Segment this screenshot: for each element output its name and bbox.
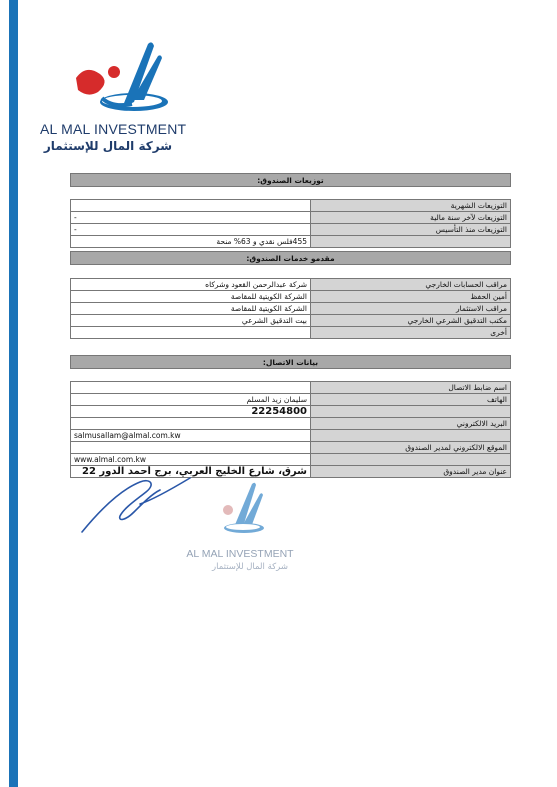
- contact-website-spacer: [71, 442, 311, 454]
- table-row: [71, 430, 511, 442]
- contact-email-spacer: [71, 418, 311, 430]
- distributions-inception-value: -: [71, 224, 311, 236]
- provider-investment-controller-label: مراقب الاستثمار: [311, 303, 511, 315]
- stamp-logo-icon: [210, 480, 270, 535]
- providers-table: [70, 278, 511, 339]
- distributions-header: توزيعات الصندوق:: [70, 173, 511, 187]
- distributions-since-label: [311, 236, 511, 248]
- contact-officer-label: اسم ضابط الاتصال: [311, 382, 511, 394]
- table-row: [71, 279, 511, 291]
- provider-auditor-value: شركة عبدالرحمن القعود وشركاه: [71, 279, 311, 291]
- contact-table: [70, 381, 511, 478]
- provider-other-label: أخرى: [311, 327, 511, 339]
- provider-custodian-value: الشركة الكويتية للمقاصة: [71, 291, 311, 303]
- provider-sharia-audit-value: بيت التدقيق الشرعي: [71, 315, 311, 327]
- providers-header: مقدمو خدمات الصندوق:: [70, 251, 511, 265]
- distributions-since-value: 455فلس نقدي و 63% منحة: [71, 236, 311, 248]
- contact-address-value: شرق، شارع الخليج العربي، برج أحمد الدور 22: [71, 466, 311, 478]
- contact-email-label: البريد الالكتروني: [311, 418, 511, 430]
- logo-name-en: AL MAL INVESTMENT: [40, 121, 187, 137]
- provider-custodian-label: أمين الحفظ: [311, 291, 511, 303]
- table-row: [71, 418, 511, 430]
- contact-phone-spacer: [311, 406, 511, 418]
- provider-auditor-label: مراقب الحسابات الخارجي: [311, 279, 511, 291]
- contact-website-label: الموقع الالكتروني لمدير الصندوق: [311, 442, 511, 454]
- logo-mark-icon: [62, 38, 172, 120]
- company-stamp: [180, 480, 300, 580]
- table-row: [71, 200, 511, 212]
- distributions-monthly-label: التوزيعات الشهرية: [311, 200, 511, 212]
- table-row: [71, 442, 511, 454]
- contact-officer-value: [71, 382, 311, 394]
- stamp-name-en: AL MAL INVESTMENT: [186, 548, 294, 560]
- table-row: [71, 291, 511, 303]
- provider-investment-controller-value: الشركة الكويتية للمقاصة: [71, 303, 311, 315]
- table-row: [71, 394, 511, 406]
- company-logo: [40, 38, 190, 158]
- logo-name-ar: شركة المال للإستثمار: [43, 139, 172, 153]
- contact-officer-name: سليمان زيد المسلم: [71, 394, 311, 406]
- distributions-monthly-value: [71, 200, 311, 212]
- table-row: [71, 315, 511, 327]
- table-row: [71, 454, 511, 466]
- provider-other-value: [71, 327, 311, 339]
- distributions-lastyear-label: التوزيعات لآخر سنة مالية: [311, 212, 511, 224]
- contact-email-label-cont: [311, 430, 511, 442]
- contact-header: بيانات الاتصال:: [70, 355, 511, 369]
- page-edge-bar: [9, 0, 18, 787]
- contact-website-label-cont: [311, 454, 511, 466]
- table-row: [71, 303, 511, 315]
- table-row: [71, 224, 511, 236]
- table-row: [71, 406, 511, 418]
- stamp-name-ar: شركة المال للإستثمار: [212, 562, 288, 572]
- contact-website-value[interactable]: www.almal.com.kw: [71, 454, 311, 466]
- distributions-inception-label: التوزيعات منذ التأسيس: [311, 224, 511, 236]
- contact-phone-value: 22254800: [71, 406, 311, 418]
- distributions-table: [70, 199, 511, 248]
- table-row: [71, 382, 511, 394]
- provider-sharia-audit-label: مكتب التدقيق الشرعي الخارجي: [311, 315, 511, 327]
- distributions-lastyear-value: -: [71, 212, 311, 224]
- table-row: [71, 236, 511, 248]
- contact-address-label: عنوان مدير الصندوق: [311, 466, 511, 478]
- contact-phone-label: الهاتف: [311, 394, 511, 406]
- table-row: [71, 212, 511, 224]
- table-row: [71, 327, 511, 339]
- contact-email-value[interactable]: salmusallam@almal.com.kw: [71, 430, 311, 442]
